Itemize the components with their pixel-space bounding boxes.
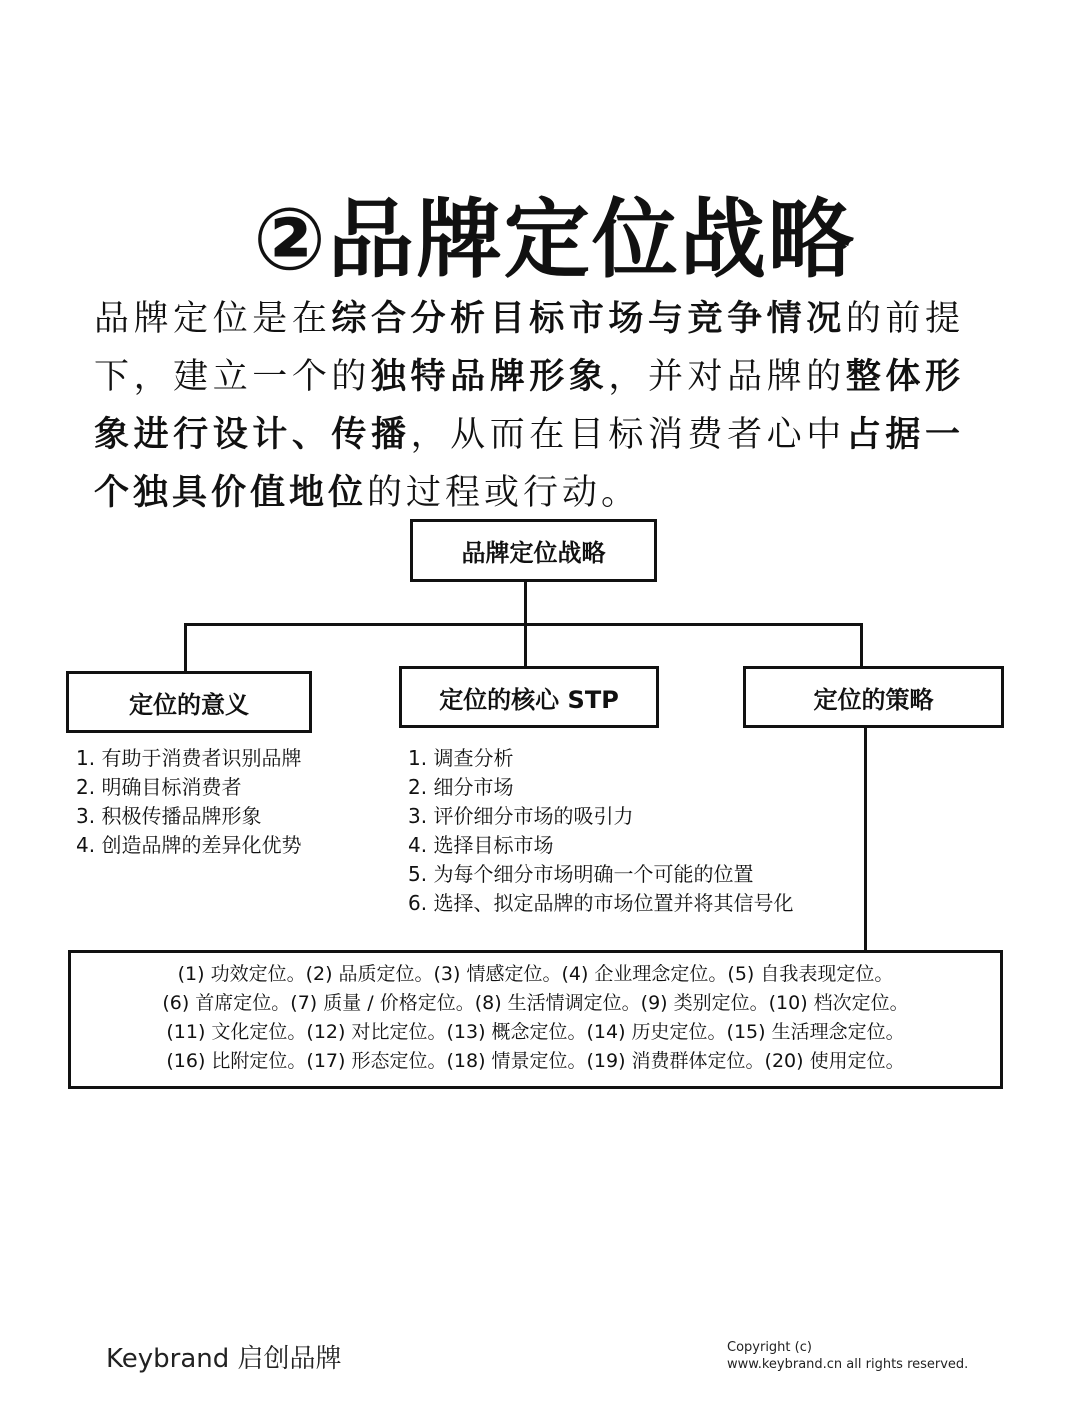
list-item: 4. 选择目标市场	[408, 833, 554, 857]
footer-brand: Keybrand 启创品牌	[106, 1344, 342, 1374]
intro-paragraph	[94, 290, 964, 522]
intro-segment: ，并对品牌的	[608, 357, 846, 397]
intro-highlight: 整体形象进行设计、传播	[94, 357, 964, 455]
connector-strategy-down	[864, 727, 867, 952]
list-item: 6. 选择、拟定品牌的市场位置并将其信号化	[408, 891, 794, 915]
list-item: 5. 为每个细分市场明确一个可能的位置	[408, 862, 754, 886]
connector-root-down	[524, 580, 527, 625]
strategy-line: (1) 功效定位。(2) 品质定位。(3) 情感定位。(4) 企业理念定位。(5) 自我表现定位。	[177, 963, 894, 985]
intro-highlight: 占据一个独具价值地位	[94, 415, 964, 513]
intro-segment: 品牌定位是在	[94, 299, 332, 339]
list-item: 2. 明确目标消费者	[76, 775, 242, 799]
intro-highlight: 综合分析目标市场与竞争情况	[331, 299, 846, 339]
list-item: 3. 评价细分市场的吸引力	[408, 804, 634, 828]
strategy-list-box	[68, 950, 1003, 1089]
copyright-line: Copyright (c)	[727, 1340, 812, 1355]
connector-left-drop	[184, 623, 187, 673]
core-stp-list	[408, 744, 793, 918]
list-item: 1. 有助于消费者识别品牌	[76, 746, 302, 770]
intro-segment: 的前提下，建立一个的	[94, 299, 964, 397]
strategy-line: (16) 比附定位。(17) 形态定位。(18) 情景定位。(19) 消费群体定位。(20) 使用定位。	[166, 1050, 905, 1072]
intro-highlight: 独特品牌形象	[370, 357, 609, 397]
connector-mid-drop	[524, 623, 527, 668]
copyright-url-line: www.keybrand.cn all rights reserved.	[727, 1357, 969, 1372]
intro-segment: ，从而在目标消费者心中	[410, 415, 846, 455]
strategy-line: (6) 首席定位。(7) 质量 / 价格定位。(8) 生活情调定位。(9) 类别定位。(10) 档次定位。	[162, 992, 909, 1014]
strategy-line: (11) 文化定位。(12) 对比定位。(13) 概念定位。(14) 历史定位。(15) 生活理念定位。	[166, 1021, 905, 1043]
meaning-node: 定位的意义	[66, 671, 312, 733]
list-item: 3. 积极传播品牌形象	[76, 804, 262, 828]
intro-segment: 的过程或行动。	[367, 473, 641, 513]
meaning-list	[76, 744, 301, 860]
page-title: ②品牌定位战略	[253, 190, 856, 290]
footer-copyright	[727, 1339, 968, 1373]
connector-right-drop	[860, 623, 863, 668]
list-item: 2. 细分市场	[408, 775, 514, 799]
core-stp-node: 定位的核心 STP	[399, 666, 659, 728]
list-item: 4. 创造品牌的差异化优势	[76, 833, 302, 857]
root-node: 品牌定位战略	[410, 519, 657, 582]
strategy-node: 定位的策略	[743, 666, 1004, 728]
list-item: 1. 调查分析	[408, 746, 514, 770]
